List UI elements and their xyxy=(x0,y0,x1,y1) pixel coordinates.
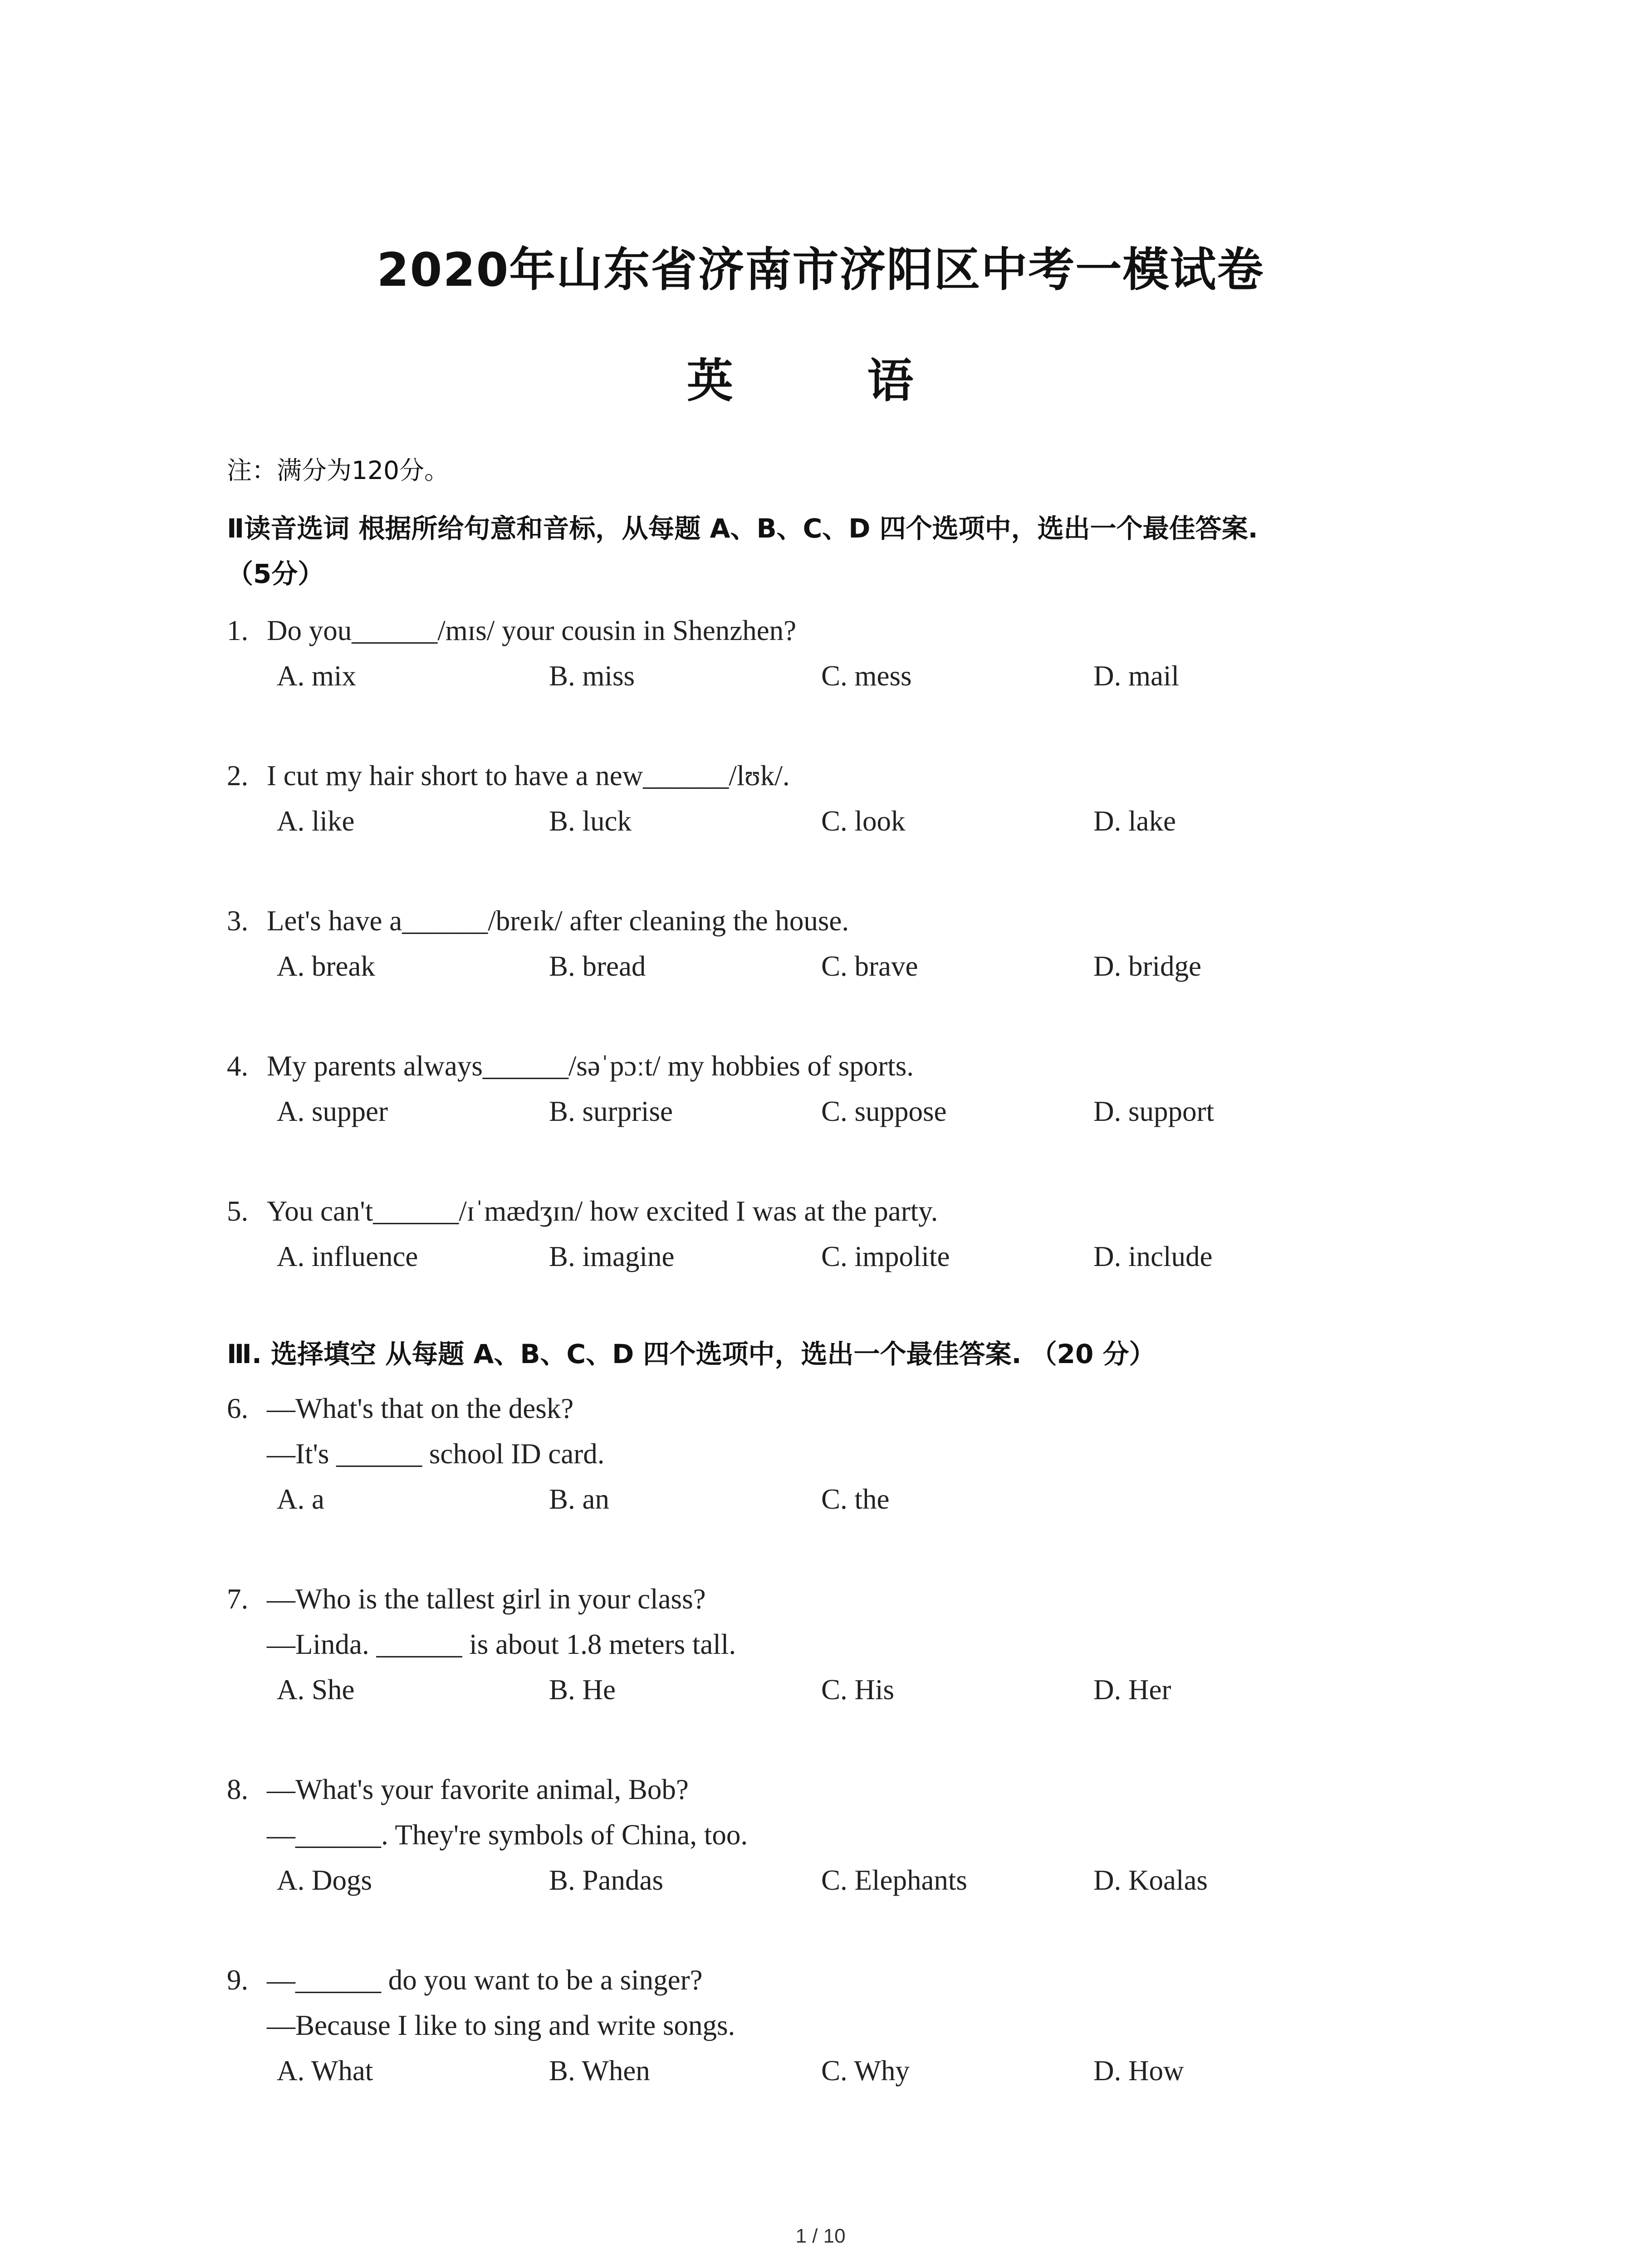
question-text: —What's your favorite animal, Bob? xyxy=(267,1774,689,1805)
exam-title: 2020年山东省济南市济阳区中考一模试卷 xyxy=(377,243,1264,297)
page-indicator: 1 / 10 xyxy=(795,2225,846,2247)
option-d[interactable]: D. Her xyxy=(1093,1674,1171,1706)
question xyxy=(227,608,1429,699)
exam-subject: 英 语 xyxy=(686,354,955,408)
options-row xyxy=(227,1234,1429,1279)
option-b[interactable]: B. an xyxy=(549,1483,609,1515)
question-text: I cut my hair short to have a new______/lʊk/. xyxy=(267,760,790,792)
options-row xyxy=(227,653,1429,699)
question-number: 8. xyxy=(227,1774,249,1805)
question-text: My parents always______/səˈpɔːt/ my hobbies of sports. xyxy=(267,1050,914,1082)
option-a[interactable]: A. What xyxy=(277,2055,373,2087)
question-text-reply: —______. They're symbols of China, too. xyxy=(267,1819,748,1851)
option-c[interactable]: C. impolite xyxy=(821,1241,950,1272)
option-b[interactable]: B. miss xyxy=(549,660,635,692)
option-d[interactable]: D. include xyxy=(1093,1241,1213,1272)
option-c[interactable]: C. suppose xyxy=(821,1095,947,1127)
question-text: —What's that on the desk? xyxy=(267,1393,574,1424)
question xyxy=(227,898,1429,989)
question xyxy=(227,1957,1429,2093)
option-c[interactable]: C. mess xyxy=(821,660,912,692)
question-number: 4. xyxy=(227,1050,249,1082)
section-heading-points: （5分） xyxy=(227,558,324,589)
question-text: —Who is the tallest girl in your class? xyxy=(267,1583,706,1615)
options-row xyxy=(227,943,1429,989)
option-d[interactable]: D. bridge xyxy=(1093,950,1201,982)
question-text-reply: —Because I like to sing and write songs. xyxy=(267,2009,735,2041)
question-text-reply: —Linda. ______ is about 1.8 meters tall. xyxy=(267,1628,736,1660)
options-row xyxy=(227,1667,1429,1712)
option-d[interactable]: D. lake xyxy=(1093,805,1176,837)
option-d[interactable]: D. support xyxy=(1093,1095,1214,1127)
score-note: 注：满分为120分。 xyxy=(227,456,449,485)
question-number: 1. xyxy=(227,615,249,646)
question-text-reply: —It's ______ school ID card. xyxy=(267,1438,605,1470)
option-a[interactable]: A. influence xyxy=(277,1241,418,1272)
question-text: Let's have a______/breɪk/ after cleaning the house. xyxy=(267,905,849,937)
option-d[interactable]: D. Koalas xyxy=(1093,1864,1208,1896)
options-row xyxy=(227,1857,1429,1903)
option-b[interactable]: B. He xyxy=(549,1674,616,1706)
option-b[interactable]: B. When xyxy=(549,2055,650,2087)
section-heading-phonetics xyxy=(227,506,1425,596)
option-d[interactable]: D. mail xyxy=(1093,660,1179,692)
question-number: 5. xyxy=(227,1195,249,1227)
option-c[interactable]: C. Elephants xyxy=(821,1864,967,1896)
option-c[interactable]: C. His xyxy=(821,1674,895,1706)
option-a[interactable]: A. like xyxy=(277,805,355,837)
question xyxy=(227,1188,1429,1279)
options-row xyxy=(227,2048,1429,2093)
option-c[interactable]: C. look xyxy=(821,805,906,837)
question xyxy=(227,1386,1429,1522)
question-number: 3. xyxy=(227,905,249,937)
question-text: You can't______/ɪˈmædʒɪn/ how excited I was at the party. xyxy=(267,1195,938,1227)
option-c[interactable]: C. Why xyxy=(821,2055,910,2087)
option-a[interactable]: A. Dogs xyxy=(277,1864,372,1896)
option-c[interactable]: C. brave xyxy=(821,950,918,982)
question-number: 2. xyxy=(227,760,249,792)
option-b[interactable]: B. imagine xyxy=(549,1241,675,1272)
options-row xyxy=(227,798,1429,844)
section-heading-multiple-choice xyxy=(227,1331,1425,1377)
option-a[interactable]: A. She xyxy=(277,1674,355,1706)
question xyxy=(227,1767,1429,1903)
option-b[interactable]: B. bread xyxy=(549,950,646,982)
question-number: 7. xyxy=(227,1583,249,1615)
section-heading-line: Ⅲ. 选择填空 从每题 A、B、C、D 四个选项中，选出一个最佳答案. （20 分） xyxy=(227,1339,1156,1369)
question-text: —______ do you want to be a singer? xyxy=(267,1964,703,1996)
options-row xyxy=(227,1476,1429,1522)
question-text: Do you______/mɪs/ your cousin in Shenzhen? xyxy=(267,615,797,646)
option-b[interactable]: B. luck xyxy=(549,805,632,837)
option-a[interactable]: A. mix xyxy=(277,660,357,692)
option-a[interactable]: A. a xyxy=(277,1483,324,1515)
option-b[interactable]: B. Pandas xyxy=(549,1864,663,1896)
question xyxy=(227,753,1429,844)
section-heading-line: Ⅱ读音选词 根据所给句意和音标，从每题 A、B、C、D 四个选项中，选出一个最佳答案. xyxy=(227,513,1258,544)
question-number: 9. xyxy=(227,1964,249,1996)
question xyxy=(227,1576,1429,1712)
option-c[interactable]: C. the xyxy=(821,1483,890,1515)
option-b[interactable]: B. surprise xyxy=(549,1095,673,1127)
option-d[interactable]: D. How xyxy=(1093,2055,1184,2087)
question-number: 6. xyxy=(227,1393,249,1424)
option-a[interactable]: A. break xyxy=(277,950,375,982)
options-row xyxy=(227,1089,1429,1134)
option-a[interactable]: A. supper xyxy=(277,1095,388,1127)
question xyxy=(227,1043,1429,1134)
